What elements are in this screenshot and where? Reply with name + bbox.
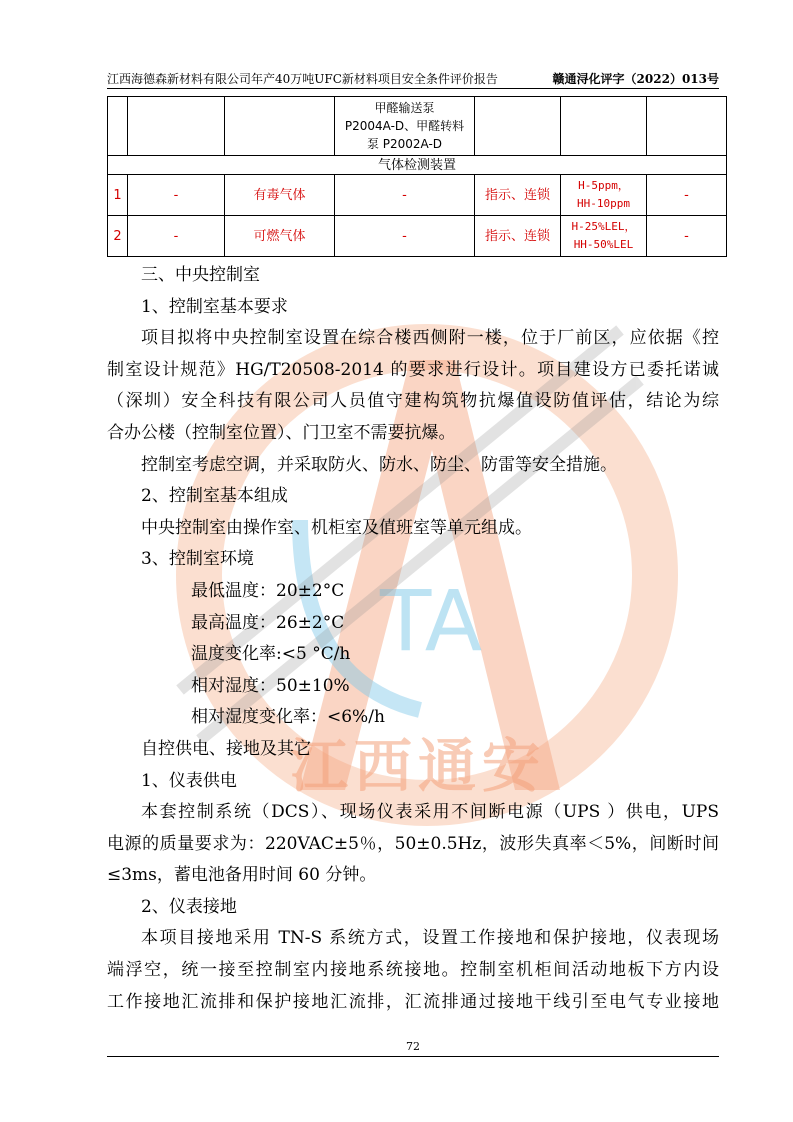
heading-instrument-grounding: 2、仪表接地: [141, 896, 237, 917]
env-item: 温度变化率:<5 °C/h: [191, 644, 351, 665]
page-footer: [107, 1040, 719, 1057]
heading-basic-composition: 2、控制室基本组成: [141, 486, 288, 507]
paragraph-line: 制室设计规范》HG/T20508-2014 的要求进行设计。项目建设方已委托诺诚: [107, 359, 719, 380]
table-section-row: [108, 156, 727, 175]
section-label: 气体检测装置: [108, 156, 727, 175]
paragraph-line: 项目拟将中央控制室设置在综合楼西侧附一楼，位于厂前区，应依据《控: [141, 328, 719, 349]
table-row: 2 - 可燃气体 - 指示、连锁 H-25%LEL， HH-50%LEL -: [108, 216, 727, 257]
heading-central-control-room: 三、中央控制室: [141, 265, 260, 285]
table-row: 1 - 有毒气体 - 指示、连锁 H-5ppm， HH-10ppm -: [108, 175, 727, 216]
paragraph-line: 合办公楼（控制室位置）、门卫室不需要抗爆。: [107, 422, 456, 443]
table-row: [108, 97, 727, 156]
heading-instrument-power: 1、仪表供电: [141, 770, 237, 791]
env-item: 相对湿度变化率：<6%/h: [191, 707, 385, 728]
paragraph-line: （深圳）安全科技有限公司人员值守建构筑物抗爆值设防值评估，结论为综: [107, 391, 719, 412]
paragraph-line: 工作接地汇流排和保护接地汇流排，汇流排通过接地干线引至电气专业接地: [107, 991, 719, 1012]
header-report-title: 江西海德森新材料有限公司年产40万吨UFC新材料项目安全条件评价报告: [107, 72, 498, 86]
watermark-letters: TA: [380, 572, 483, 670]
paragraph-line: 本套控制系统（DCS）、现场仪表采用不间断电源（UPS ）供电，UPS: [141, 802, 719, 823]
heading-basic-requirements: 1、控制室基本要求: [141, 296, 288, 317]
paragraph-line: ≤3ms，蓄电池备用时间 60 分钟。: [107, 865, 377, 886]
paragraph-line: 中央控制室由操作室、机柜室及值班室等单元组成。: [141, 517, 532, 538]
heading-environment: 3、控制室环境: [141, 549, 254, 570]
header-report-number: 赣通浔化评字（2022）013号: [552, 72, 719, 86]
paragraph-line: 电源的质量要求为：220VAC±5％，50±0.5Hz，波形失真率＜5%，间断时间: [107, 833, 719, 854]
watermark-brand: 江西通安: [290, 732, 547, 800]
document-body: [107, 260, 719, 1018]
heading-power-grounding: 自控供电、接地及其它: [141, 738, 311, 759]
pump-name-cell: 甲醛输送泵 P2004A-D、甲醛转料 泵 P2002A-D: [335, 97, 475, 156]
paragraph-line: 本项目接地采用 TN-S 系统方式，设置工作接地和保护接地，仪表现场: [141, 928, 719, 949]
env-item: 相对湿度：50±10%: [191, 675, 350, 696]
instrument-table: [107, 96, 727, 257]
page-header: [107, 66, 719, 89]
env-item: 最高温度：26±2°C: [191, 612, 345, 633]
paragraph-line: 端浮空，统一接至控制室内接地系统接地。控制室机柜间活动地板下方内设: [107, 960, 719, 981]
env-item: 最低温度：20±2°C: [191, 580, 345, 601]
paragraph-line: 控制室考虑空调，并采取防火、防水、防尘、防雷等安全措施。: [141, 454, 617, 475]
page-number: 72: [406, 1040, 420, 1053]
